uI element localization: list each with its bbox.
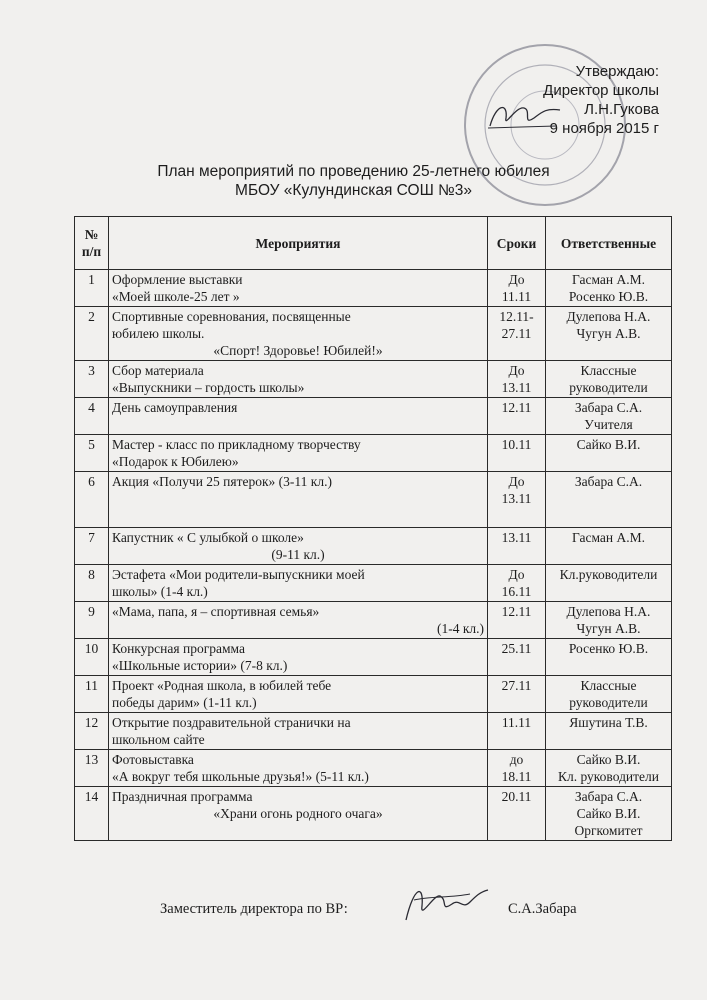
date-line: 27.11 bbox=[501, 326, 532, 341]
event-line: (1-4 кл.) bbox=[436, 621, 484, 636]
row-num: 3 bbox=[75, 361, 109, 398]
event-line: День самоуправления bbox=[112, 400, 238, 415]
row-num: 8 bbox=[75, 565, 109, 602]
row-event bbox=[109, 565, 488, 602]
row-date bbox=[488, 602, 546, 639]
row-event bbox=[109, 435, 488, 472]
table-row bbox=[75, 676, 672, 713]
row-date bbox=[488, 435, 546, 472]
table-row bbox=[75, 270, 672, 307]
date-line: 12.11 bbox=[501, 400, 532, 415]
table-row bbox=[75, 787, 672, 841]
event-line: «Храни огонь родного очага» bbox=[213, 806, 383, 821]
table-row bbox=[75, 713, 672, 750]
row-date bbox=[488, 713, 546, 750]
event-line: «А вокруг тебя школьные друзья!» (5-11 кл.) bbox=[112, 769, 369, 784]
row-date bbox=[488, 676, 546, 713]
event-line: (9-11 кл.) bbox=[271, 547, 325, 562]
row-responsible bbox=[546, 307, 672, 361]
row-responsible bbox=[546, 787, 672, 841]
responsible-line: руководители bbox=[569, 695, 648, 710]
date-line: 10.11 bbox=[501, 437, 532, 452]
event-line: Спортивные соревнования, посвященные bbox=[112, 309, 351, 324]
event-line: Проект «Родная школа, в юбилей тебе bbox=[112, 678, 332, 693]
date-line: 13.11 bbox=[501, 491, 532, 506]
row-responsible bbox=[546, 676, 672, 713]
row-num: 5 bbox=[75, 435, 109, 472]
event-line: «Моей школе-25 лет » bbox=[112, 289, 240, 304]
table-row bbox=[75, 750, 672, 787]
row-event bbox=[109, 270, 488, 307]
responsible-line: Сайко В.И. bbox=[576, 437, 641, 452]
table-row bbox=[75, 565, 672, 602]
responsible-line: Оргкомитет bbox=[574, 823, 643, 838]
row-num: 10 bbox=[75, 639, 109, 676]
table-row bbox=[75, 528, 672, 565]
deputy-name: С.А.Забара bbox=[508, 901, 577, 917]
date-line: 13.11 bbox=[501, 380, 532, 395]
responsible-line: Забара С.А. bbox=[574, 789, 643, 804]
row-num: 11 bbox=[75, 676, 109, 713]
event-line: школьном сайте bbox=[112, 732, 205, 747]
row-event bbox=[109, 639, 488, 676]
date-line: 11.11 bbox=[501, 289, 532, 304]
row-date bbox=[488, 307, 546, 361]
event-line: «Подарок к Юбилею» bbox=[112, 454, 239, 469]
row-event bbox=[109, 307, 488, 361]
date-line: 20.11 bbox=[501, 789, 532, 804]
table-row bbox=[75, 602, 672, 639]
date-line: До bbox=[508, 272, 525, 287]
row-num: 4 bbox=[75, 398, 109, 435]
row-date bbox=[488, 639, 546, 676]
responsible-line: Кл.руководители bbox=[559, 567, 658, 582]
responsible-line: Чугун А.В. bbox=[576, 621, 641, 636]
event-line: юбилею школы. bbox=[112, 326, 205, 341]
event-line: Конкурсная программа bbox=[112, 641, 245, 656]
events-table bbox=[74, 216, 672, 841]
title-line-1: План мероприятий по проведению 25-летнего юбилея bbox=[157, 163, 550, 180]
row-num: 2 bbox=[75, 307, 109, 361]
header-resp: Ответственные bbox=[546, 217, 672, 270]
table-row bbox=[75, 307, 672, 361]
date-line: До bbox=[508, 363, 525, 378]
row-responsible bbox=[546, 713, 672, 750]
header-num: № п/п bbox=[75, 217, 109, 270]
row-date bbox=[488, 750, 546, 787]
approval-position: Директор школы bbox=[543, 82, 659, 99]
row-date bbox=[488, 787, 546, 841]
responsible-line: Дулепова Н.А. bbox=[566, 604, 651, 619]
row-responsible bbox=[546, 435, 672, 472]
responsible-line: Забара С.А. bbox=[574, 400, 643, 415]
title-line-2: МБОУ «Кулундинская СОШ №3» bbox=[235, 182, 472, 199]
approval-label: Утверждаю: bbox=[575, 63, 659, 80]
responsible-line: Сайко В.И. bbox=[576, 752, 641, 767]
row-responsible bbox=[546, 398, 672, 435]
header-date: Сроки bbox=[488, 217, 546, 270]
table-row bbox=[75, 472, 672, 528]
event-line: Открытие поздравительной странички на bbox=[112, 715, 351, 730]
row-event bbox=[109, 602, 488, 639]
date-line: До bbox=[508, 567, 525, 582]
responsible-line: Чугун А.В. bbox=[576, 326, 641, 341]
header-event: Мероприятия bbox=[109, 217, 488, 270]
responsible-line: Классные bbox=[580, 363, 637, 378]
row-event bbox=[109, 676, 488, 713]
date-line: 13.11 bbox=[501, 530, 532, 545]
row-responsible bbox=[546, 639, 672, 676]
table-header-row bbox=[75, 217, 672, 270]
event-line: «Мама, папа, я – спортивная семья» bbox=[112, 604, 320, 619]
responsible-line: Забара С.А. bbox=[574, 474, 643, 489]
event-line: Эстафета «Мои родители-выпускники моей bbox=[112, 567, 365, 582]
responsible-line: Гасман А.М. bbox=[572, 530, 645, 545]
row-num: 1 bbox=[75, 270, 109, 307]
row-event bbox=[109, 472, 488, 528]
row-event bbox=[109, 528, 488, 565]
event-line: Капустник « С улыбкой о школе» bbox=[112, 530, 304, 545]
event-line: победы дарим» (1-11 кл.) bbox=[112, 695, 257, 710]
date-line: 11.11 bbox=[501, 715, 532, 730]
date-line: 27.11 bbox=[501, 678, 532, 693]
table-row bbox=[75, 639, 672, 676]
event-line: Сбор материала bbox=[112, 363, 204, 378]
table-row bbox=[75, 398, 672, 435]
row-responsible bbox=[546, 528, 672, 565]
responsible-line: Росенко Ю.В. bbox=[568, 289, 649, 304]
responsible-line: Росенко Ю.В. bbox=[568, 641, 649, 656]
responsible-line: Классные bbox=[580, 678, 637, 693]
row-event bbox=[109, 787, 488, 841]
event-line: школы» (1-4 кл.) bbox=[112, 584, 208, 599]
row-event bbox=[109, 361, 488, 398]
approval-date: 9 ноября 2015 г bbox=[549, 120, 659, 137]
director-signature bbox=[486, 96, 566, 136]
row-responsible bbox=[546, 602, 672, 639]
row-num: 14 bbox=[75, 787, 109, 841]
responsible-line: Кл. руководители bbox=[557, 769, 660, 784]
table-row bbox=[75, 361, 672, 398]
approval-director-name: Л.Н.Гукова bbox=[584, 101, 659, 118]
event-line: «Выпускники – гордость школы» bbox=[112, 380, 305, 395]
row-responsible bbox=[546, 750, 672, 787]
row-date bbox=[488, 361, 546, 398]
row-num: 7 bbox=[75, 528, 109, 565]
event-line: «Спорт! Здоровье! Юбилей!» bbox=[213, 343, 383, 358]
row-num: 12 bbox=[75, 713, 109, 750]
responsible-line: Учителя bbox=[584, 417, 633, 432]
event-line: Фотовыставка bbox=[112, 752, 194, 767]
event-line: Мастер - класс по прикладному творчеству bbox=[112, 437, 361, 452]
row-date bbox=[488, 528, 546, 565]
row-date bbox=[488, 565, 546, 602]
row-responsible bbox=[546, 361, 672, 398]
responsible-line: руководители bbox=[569, 380, 648, 395]
table-row bbox=[75, 435, 672, 472]
event-line: Праздничная программа bbox=[112, 789, 253, 804]
row-responsible bbox=[546, 472, 672, 528]
date-line: 25.11 bbox=[501, 641, 532, 656]
responsible-line: Сайко В.И. bbox=[576, 806, 641, 821]
row-event bbox=[109, 713, 488, 750]
date-line: 18.11 bbox=[501, 769, 532, 784]
date-line: 12.11- bbox=[499, 309, 534, 324]
document-title bbox=[0, 162, 707, 200]
event-line: Оформление выставки bbox=[112, 272, 243, 287]
responsible-line: Яшутина Т.В. bbox=[569, 715, 648, 730]
date-line: до bbox=[509, 752, 524, 767]
row-responsible bbox=[546, 565, 672, 602]
deputy-label: Заместитель директора по ВР: bbox=[160, 901, 348, 917]
row-event bbox=[109, 750, 488, 787]
responsible-line: Дулепова Н.А. bbox=[566, 309, 651, 324]
row-date bbox=[488, 270, 546, 307]
row-event bbox=[109, 398, 488, 435]
date-line: 12.11 bbox=[501, 604, 532, 619]
responsible-line: Гасман А.М. bbox=[572, 272, 645, 287]
deputy-signature bbox=[400, 880, 492, 928]
row-num: 6 bbox=[75, 472, 109, 528]
event-line: Акция «Получи 25 пятерок» (3-11 кл.) bbox=[112, 474, 332, 489]
row-num: 13 bbox=[75, 750, 109, 787]
row-num: 9 bbox=[75, 602, 109, 639]
row-date bbox=[488, 472, 546, 528]
event-line: «Школьные истории» (7-8 кл.) bbox=[112, 658, 288, 673]
date-line: До bbox=[508, 474, 525, 489]
row-responsible bbox=[546, 270, 672, 307]
date-line: 16.11 bbox=[501, 584, 532, 599]
row-date bbox=[488, 398, 546, 435]
